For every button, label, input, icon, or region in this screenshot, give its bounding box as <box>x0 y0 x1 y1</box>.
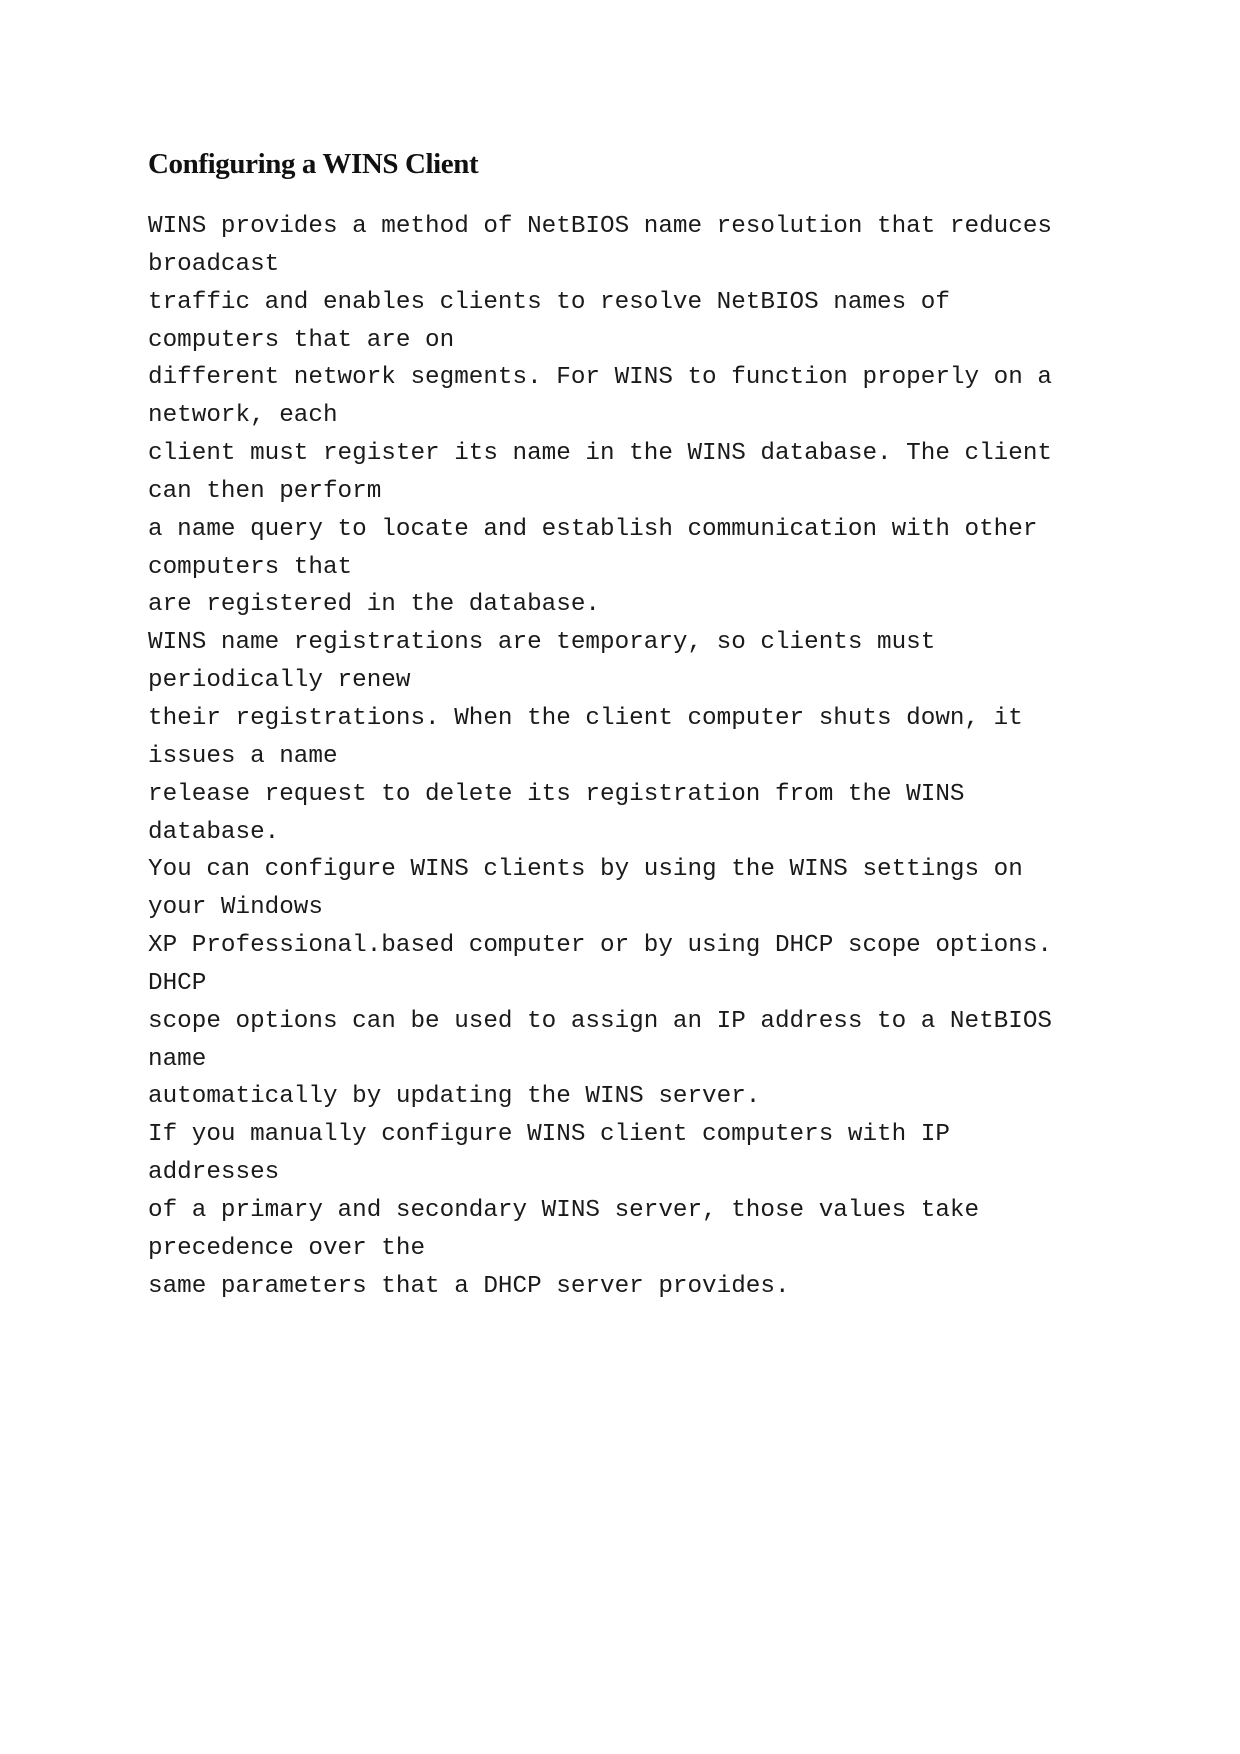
body-line: periodically renew <box>148 667 411 695</box>
body-line: scope options can be used to assign an IP address to a NetBIOS <box>148 1007 1052 1035</box>
body-line: precedence over the <box>148 1234 426 1262</box>
body-line: name <box>148 1045 207 1073</box>
body-line: computers that are on <box>148 326 455 354</box>
body-line: are registered in the database. <box>148 591 600 619</box>
body-line: XP Professional.based computer or by using DHCP scope options. <box>148 932 1052 960</box>
body-line: You can configure WINS clients by using the WINS settings on <box>148 856 1023 884</box>
body-line: client must register its name in the WINS database. The client <box>148 440 1052 468</box>
body-line: same parameters that a DHCP server provides. <box>148 1272 790 1300</box>
body-line: your Windows <box>148 894 323 922</box>
body-line: DHCP <box>148 969 207 997</box>
body-line: release request to delete its registration from the WINS <box>148 780 965 808</box>
body-line: addresses <box>148 1159 280 1187</box>
body-line: of a primary and secondary WINS server, those values take <box>148 1196 980 1224</box>
body-line: their registrations. When the client computer shuts down, it <box>148 704 1023 732</box>
body-line: a name query to locate and establish communication with other <box>148 515 1038 543</box>
document-body <box>148 208 1088 1305</box>
document-title: Configuring a WINS Client <box>148 148 479 180</box>
body-line: computers that <box>148 553 353 581</box>
body-line: network, each <box>148 402 338 430</box>
body-line: broadcast <box>148 250 280 278</box>
body-line: can then perform <box>148 477 382 505</box>
body-line: different network segments. For WINS to function properly on a <box>148 364 1052 392</box>
body-line: database. <box>148 818 280 846</box>
body-line: WINS name registrations are temporary, so clients must <box>148 629 936 657</box>
body-line: issues a name <box>148 742 338 770</box>
body-line: If you manually configure WINS client computers with IP <box>148 1121 950 1149</box>
body-line: automatically by updating the WINS server. <box>148 1083 761 1111</box>
body-line: traffic and enables clients to resolve NetBIOS names of <box>148 288 950 316</box>
body-line: WINS provides a method of NetBIOS name resolution that reduces <box>148 213 1052 240</box>
